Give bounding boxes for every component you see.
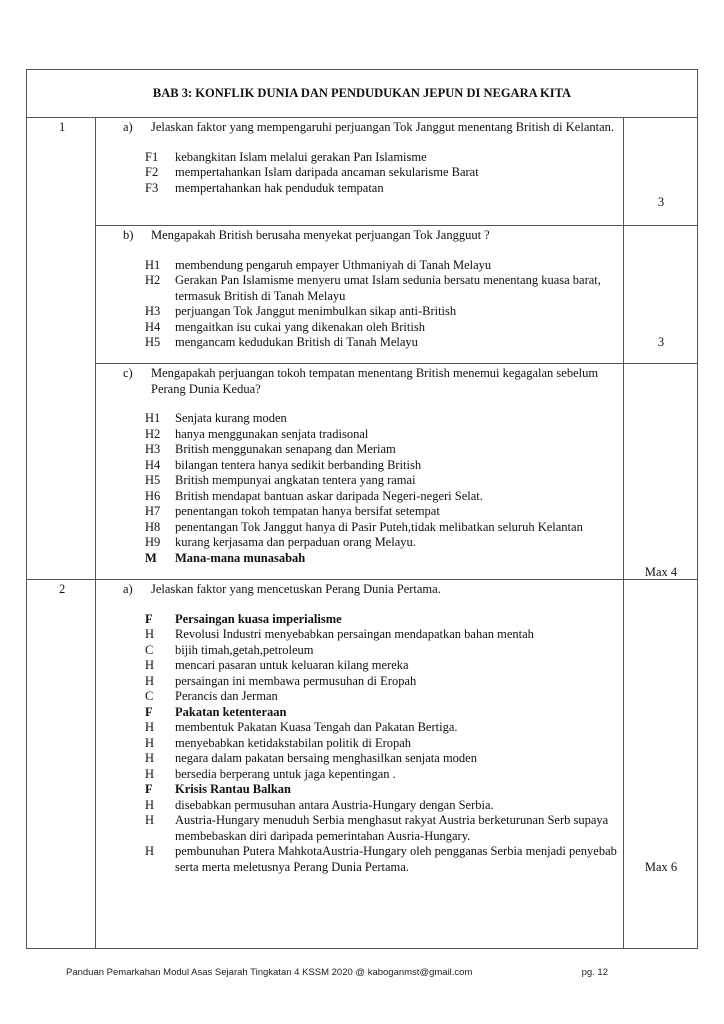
answer-item — [123, 473, 619, 489]
item-text: bilangan tentera hanya sedikit berbanding British — [175, 457, 422, 472]
item-text: penentangan tokoh tempatan hanya bersifat setempat — [175, 504, 440, 518]
answer-item — [123, 150, 619, 166]
question-number-2: 2 — [59, 582, 66, 596]
item-text: British mempunyai angkatan tentera yang ramai — [175, 473, 416, 487]
question-prompt: Mengapakah British berusaha menyekat perjuangan Tok Jangguut ? — [151, 228, 490, 242]
item-code: H3 — [145, 304, 161, 318]
answer-item — [123, 335, 619, 351]
item-text: mempertahankan hak penduduk tempatan — [175, 180, 384, 195]
item-code: C — [145, 642, 154, 657]
item-text: persaingan ini membawa permusuhan di Eropah — [175, 673, 417, 688]
item-code: H2 — [145, 426, 161, 441]
question-prompt: Jelaskan faktor yang mencetuskan Perang Dunia Pertama. — [151, 582, 441, 596]
mark-1c: Max 4 — [644, 565, 678, 579]
item-text: mengancam kedudukan British di Tanah Melayu — [175, 335, 418, 349]
item-text: bijih timah,getah,petroleum — [175, 642, 314, 657]
item-code: H — [145, 766, 155, 781]
item-code: H — [145, 813, 155, 827]
item-text: disebabkan permusuhan antara Austria-Hungary dengan Serbia. — [175, 797, 494, 812]
answer-item — [123, 736, 619, 752]
item-code: H4 — [145, 319, 161, 334]
item-text: Senjata kurang moden — [175, 411, 287, 425]
answer-item — [123, 551, 619, 567]
item-code: H5 — [145, 473, 161, 487]
question-number-1: 1 — [59, 120, 66, 134]
answer-item — [123, 273, 619, 304]
item-code: F3 — [145, 180, 159, 195]
answer-item — [123, 674, 619, 690]
item-text: British mendapat bantuan askar daripada Negeri-negeri Selat. — [175, 488, 483, 503]
footer-text: Panduan Pemarkahan Modul Asas Sejarah Tingkatan 4 KSSM 2020 @ kaboganmst@gmail.com — [66, 967, 473, 978]
page-footer — [66, 967, 686, 978]
answer-item — [123, 751, 619, 767]
row-divider-1b — [95, 225, 697, 226]
item-code: M — [145, 550, 157, 565]
answer-item — [123, 520, 619, 536]
row-divider-1c — [95, 363, 697, 364]
answer-item — [123, 427, 619, 443]
mark-1a: 3 — [657, 195, 665, 209]
answer-item — [123, 643, 619, 659]
item-code: H — [145, 844, 155, 858]
item-text: Mana-mana munasabah — [175, 550, 306, 565]
item-code: C — [145, 689, 154, 703]
answer-item — [123, 489, 619, 505]
item-text: kurang kerjasama dan perpaduan orang Melayu. — [175, 535, 416, 549]
part-letter: b) — [123, 228, 134, 242]
item-text: Austria-Hungary menuduh Serbia menghasut rakyat Austria berketurunan Serb supaya membebaskan diri daripada pemerintahan Ausria-Hungary. — [175, 813, 609, 843]
item-code: F — [145, 704, 153, 719]
item-code: H1 — [145, 257, 161, 272]
item-text: hanya menggunakan senjata tradisonal — [175, 426, 369, 441]
answer-item — [123, 442, 619, 458]
item-text: Revolusi Industri menyebabkan persaingan mendapatkan bahan mentah — [175, 627, 534, 641]
answer-item — [123, 320, 619, 336]
item-text: Krisis Rantau Balkan — [175, 782, 292, 796]
answer-item — [123, 782, 619, 798]
part-letter: a) — [123, 120, 133, 134]
answer-item — [123, 165, 619, 181]
answer-item — [123, 767, 619, 783]
item-code: H3 — [145, 442, 161, 456]
mark-1b: 3 — [657, 335, 665, 349]
item-code: F2 — [145, 165, 159, 179]
item-text: penentangan Tok Janggut hanya di Pasir Puteh,tidak melibatkan seluruh Kelantan — [175, 519, 583, 534]
row-divider-q2 — [27, 579, 697, 580]
answer-item — [123, 504, 619, 520]
item-code: H1 — [145, 411, 161, 425]
item-text: perjuangan Tok Janggut menimbulkan sikap anti-British — [175, 304, 457, 318]
question-prompt: Mengapakah perjuangan tokoh tempatan menentang British menemui kegagalan sebelum Perang Dunia Kedua? — [151, 366, 599, 396]
item-text: membentuk Pakatan Kuasa Tengah dan Pakatan Bertiga. — [175, 720, 458, 734]
question-1c — [123, 366, 619, 566]
number-column-divider — [95, 117, 96, 949]
item-text: menyebabkan ketidakstabilan politik di Eropah — [175, 735, 412, 750]
question-prompt: Jelaskan faktor yang mempengaruhi perjuangan Tok Janggut menentang British di Kelantan. — [151, 120, 615, 134]
item-text: Pakatan ketenteraan — [175, 704, 287, 719]
question-1a — [123, 120, 619, 196]
item-code: H7 — [145, 504, 161, 518]
item-code: H — [145, 673, 155, 688]
mark-column-divider — [623, 117, 624, 949]
item-code: H — [145, 720, 155, 734]
item-text: negara dalam pakatan bersaing menghasilkan senjata moden — [175, 751, 477, 765]
mark-2a: Max 6 — [644, 860, 678, 874]
answer-item — [123, 612, 619, 628]
question-2a — [123, 582, 619, 875]
answer-item — [123, 720, 619, 736]
answer-item — [123, 689, 619, 705]
item-text: Perancis dan Jerman — [175, 689, 278, 703]
part-letter: a) — [123, 582, 133, 596]
item-code: F — [145, 782, 153, 796]
answer-item — [123, 258, 619, 274]
item-text: Persaingan kuasa imperialisme — [175, 611, 342, 626]
answer-item — [123, 705, 619, 721]
item-text: bersedia berperang untuk jaga kepentingan . — [175, 766, 396, 781]
header-divider — [27, 117, 697, 118]
item-code: H4 — [145, 457, 161, 472]
item-text: Gerakan Pan Islamisme menyeru umat Islam sedunia bersatu menentang kuasa barat, termasuk British di Tanah Melayu — [175, 273, 601, 303]
answer-item — [123, 627, 619, 643]
item-code: H — [145, 735, 155, 750]
item-text: mempertahankan Islam daripada ancaman sekularisme Barat — [175, 165, 479, 179]
page-number: pg. 12 — [581, 967, 608, 978]
item-text: pembunuhan Putera MahkotaAustria-Hungary oleh pengganas Serbia menjadi penyebab serta merta meletusnya Perang Dunia Pertama. — [175, 844, 617, 874]
item-code: F — [145, 611, 153, 626]
item-code: H8 — [145, 519, 161, 534]
answer-item — [123, 181, 619, 197]
part-letter: c) — [123, 366, 133, 380]
item-text: kebangkitan Islam melalui gerakan Pan Islamisme — [175, 149, 427, 164]
item-code: H — [145, 658, 155, 672]
item-code: H5 — [145, 335, 161, 349]
answer-item — [123, 535, 619, 551]
item-text: mengaitkan isu cukai yang dikenakan oleh British — [175, 319, 425, 334]
marking-table — [26, 69, 698, 949]
answer-item — [123, 658, 619, 674]
chapter-title: BAB 3: KONFLIK DUNIA DAN PENDUDUKAN JEPUN DI NEGARA KITA — [152, 86, 572, 100]
answer-item — [123, 844, 619, 875]
item-text: British menggunakan senapang dan Meriam — [175, 442, 396, 456]
item-code: H — [145, 627, 155, 641]
item-code: H2 — [145, 273, 161, 287]
item-text: mencari pasaran untuk keluaran kilang mereka — [175, 658, 409, 672]
item-code: H — [145, 751, 155, 765]
item-code: F1 — [145, 149, 159, 164]
item-code: H — [145, 797, 155, 812]
question-1b — [123, 228, 619, 351]
item-text: membendung pengaruh empayer Uthmaniyah di Tanah Melayu — [175, 257, 492, 272]
item-code: H6 — [145, 488, 161, 503]
answer-item — [123, 411, 619, 427]
answer-item — [123, 304, 619, 320]
item-code: H9 — [145, 535, 161, 549]
answer-item — [123, 813, 619, 844]
answer-item — [123, 798, 619, 814]
answer-item — [123, 458, 619, 474]
